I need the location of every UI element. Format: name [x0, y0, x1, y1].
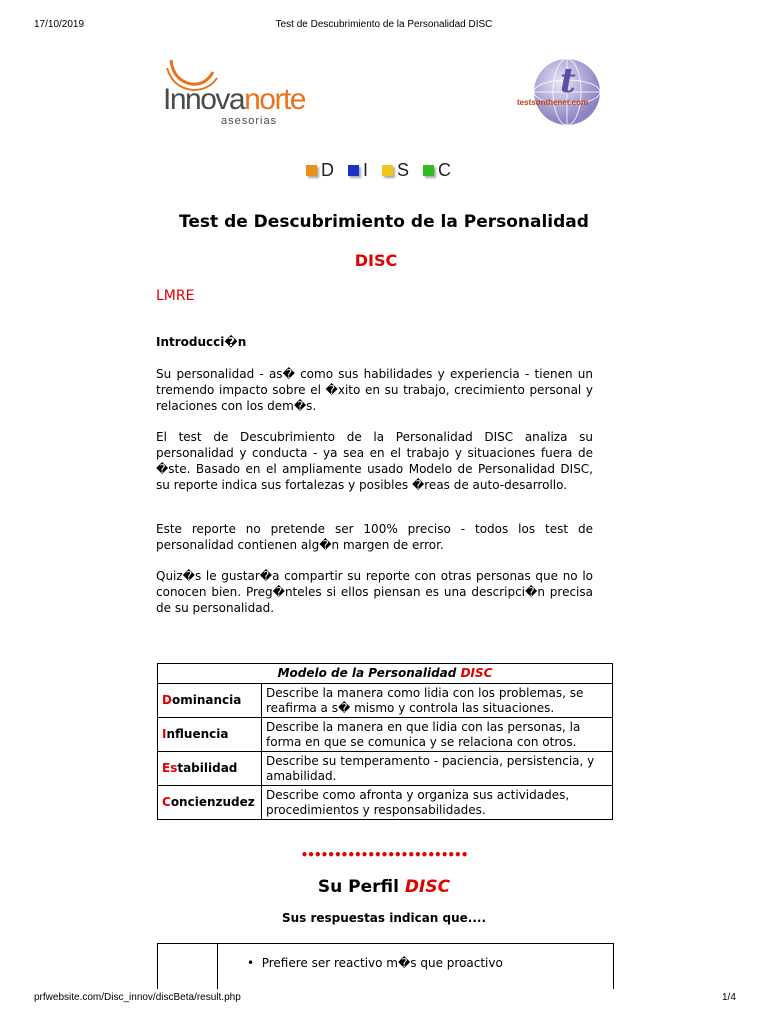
intro-paragraph: Este reporte no pretende ser 100% preciso - todos los test de personalidad contienen alg�n margen de error.	[156, 522, 593, 552]
table-row	[158, 684, 613, 718]
testsonthenet-logo	[514, 56, 614, 134]
table-divider	[217, 944, 218, 989]
profile-table	[157, 943, 614, 989]
disc-model-table	[157, 663, 613, 820]
page-title: Test de Descubrimiento de la Personalidad	[179, 212, 589, 232]
table-caption: Modelo de la Personalidad DISC	[158, 664, 613, 684]
innovanorte-wordmark: Innovanorte	[163, 83, 305, 116]
disc-square-s	[382, 165, 393, 176]
table-row	[158, 786, 613, 820]
innovanorte-subtitle: asesorias	[221, 115, 278, 127]
profile-item: • Prefiere ser reactivo m�s que proactivo	[247, 956, 503, 970]
print-date: 17/10/2019	[34, 19, 85, 30]
table-row	[158, 718, 613, 752]
disc-letter-c: C	[438, 159, 452, 180]
disc-letter-s: S	[397, 159, 410, 180]
trait-description: Describe la manera en que lidia con las personas, la forma en que se comunica y se relaciona con otros.	[262, 718, 613, 752]
testsonthenet-text: testsonthenet.com	[517, 98, 589, 107]
trait-name: Influencia	[158, 718, 262, 752]
disc-color-strip	[306, 160, 465, 180]
intro-paragraph: Quiz�s le gustar�a compartir su reporte con otras personas que no lo conocen bien. Preg�nteles si ellos piensan es una descripci�n precisa de su personalidad.	[156, 569, 593, 615]
trait-description: Describe su temperamento - paciencia, persistencia, y amabilidad.	[262, 752, 613, 786]
trait-name: Estabilidad	[158, 752, 262, 786]
print-url: prfwebsite.com/Disc_innov/discBeta/result.php	[34, 992, 241, 1003]
table-row	[158, 752, 613, 786]
trait-name: Dominancia	[158, 684, 262, 718]
disc-letter-i: I	[363, 159, 369, 180]
intro-paragraph: Su personalidad - as� como sus habilidades y experiencia - tienen un tremendo impacto sobre el �xito en su trabajo, crecimiento personal y relaciones con los dem�s.	[156, 367, 593, 413]
intro-paragraph: El test de Descubrimiento de la Personalidad DISC analiza su personalidad y conducta - ya sea en el trabajo y situaciones fuera de �ste. Basado en el ampliamente usado Modelo de Personalidad DISC, su reporte indica sus fortalezas y posibles �reas de auto-desarrollo.	[156, 430, 593, 492]
user-code: LMRE	[156, 288, 195, 304]
print-page-title: Test de Descubrimiento de la Personalidad DISC	[275, 19, 493, 30]
disc-square-i	[348, 165, 359, 176]
profile-heading: Su Perfil DISC	[317, 877, 451, 897]
trait-description: Describe como afronta y organiza sus actividades, procedimientos y responsabilidades.	[262, 786, 613, 820]
page-subtitle: DISC	[354, 251, 398, 270]
intro-heading: Introducci�n	[156, 335, 247, 349]
svg-text:t: t	[560, 61, 576, 101]
trait-name: Concienzudez	[158, 786, 262, 820]
disc-letter-d: D	[321, 159, 334, 180]
disc-square-d	[306, 165, 317, 176]
disc-square-c	[423, 165, 434, 176]
globe-icon	[514, 56, 614, 134]
dotted-separator: •••••••••••••••••••••••••	[300, 848, 468, 862]
print-page-number: 1/4	[722, 992, 736, 1003]
profile-lead: Sus respuestas indican que....	[281, 911, 487, 925]
trait-description: Describe la manera como lidia con los problemas, se reafirma a s� mismo y controla las situaciones.	[262, 684, 613, 718]
innovanorte-logo	[163, 58, 318, 130]
